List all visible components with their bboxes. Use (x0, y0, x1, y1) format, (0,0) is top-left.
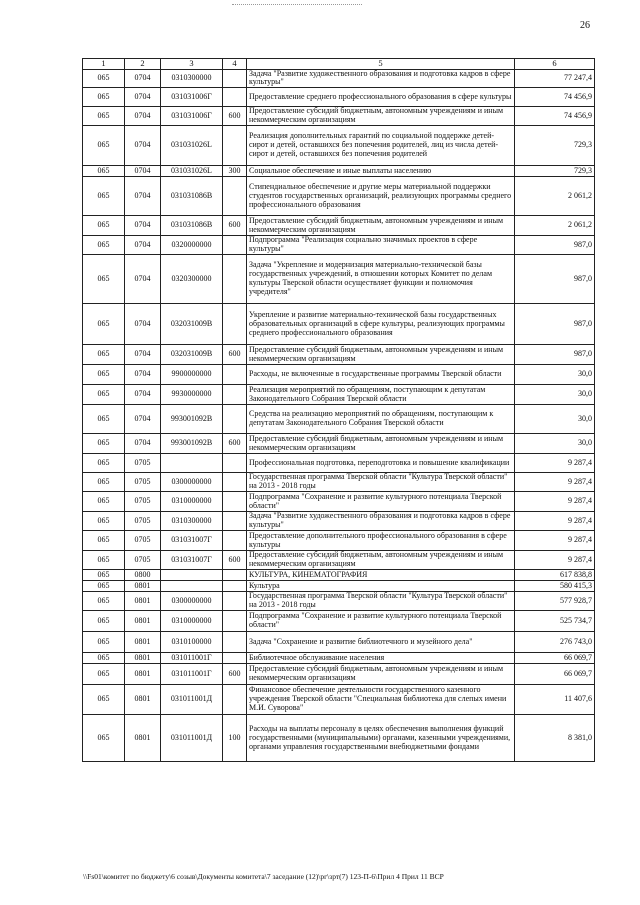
cell-description: Предоставление субсидий бюджетным, автономным учреждениям и иным некоммерческим организациям (247, 345, 515, 365)
table-row (83, 69, 595, 88)
cell-section: 0801 (125, 632, 161, 653)
cell-target (161, 570, 223, 581)
cell-ministry: 065 (83, 365, 125, 385)
table-row (83, 715, 595, 762)
cell-amount: 11 407,6 (515, 685, 595, 715)
cell-ministry: 065 (83, 385, 125, 405)
cell-amount: 30,0 (515, 434, 595, 454)
cell-description: Расходы, не включенные в государственные программы Тверской области (247, 365, 515, 385)
cell-description: Задача "Развитие художественного образования и подготовка кадров в сфере культуры" (247, 69, 515, 88)
cell-target: 031031026L (161, 126, 223, 166)
cell-expense-type: 600 (223, 216, 247, 236)
cell-description: Предоставление дополнительного профессионального образования в сфере культуры (247, 531, 515, 551)
cell-target: 9930000000 (161, 385, 223, 405)
cell-expense-type (223, 365, 247, 385)
cell-description: Культура (247, 581, 515, 592)
cell-description: Задача "Развитие художественного образования и подготовка кадров в сфере культуры" (247, 512, 515, 531)
cell-target: 993001092В (161, 405, 223, 434)
table-row (83, 592, 595, 611)
cell-target: 0300000000 (161, 592, 223, 611)
cell-amount: 9 287,4 (515, 512, 595, 531)
cell-ministry: 065 (83, 166, 125, 177)
table-row (83, 531, 595, 551)
cell-ministry: 065 (83, 570, 125, 581)
cell-target: 032031009В (161, 304, 223, 345)
cell-amount: 987,0 (515, 304, 595, 345)
cell-description: Предоставление среднего профессионального образования в сфере культуры (247, 88, 515, 107)
cell-expense-type (223, 304, 247, 345)
cell-target: 031031006Г (161, 107, 223, 126)
cell-description: Государственная программа Тверской области "Культура Тверской области" на 2013 - 2018 годы (247, 473, 515, 492)
table-row (83, 216, 595, 236)
cell-amount: 30,0 (515, 405, 595, 434)
cell-description: Предоставление субсидий бюджетным, автономным учреждениям и иным некоммерческим организациям (247, 551, 515, 570)
cell-description: Библиотечное обслуживание населения (247, 653, 515, 664)
cell-section: 0704 (125, 345, 161, 365)
cell-ministry: 065 (83, 592, 125, 611)
cell-expense-type: 600 (223, 107, 247, 126)
cell-description: Укрепление и развитие материально-технической базы государственных образовательных организаций в сфере культуры, реализующих программы среднего профессионального образования (247, 304, 515, 345)
cell-ministry: 065 (83, 473, 125, 492)
table-row (83, 632, 595, 653)
cell-section: 0704 (125, 88, 161, 107)
cell-amount: 617 838,8 (515, 570, 595, 581)
cell-ministry: 065 (83, 69, 125, 88)
cell-ministry: 065 (83, 88, 125, 107)
cell-expense-type (223, 236, 247, 255)
cell-amount: 9 287,4 (515, 473, 595, 492)
cell-section: 0704 (125, 107, 161, 126)
cell-section: 0704 (125, 69, 161, 88)
cell-expense-type (223, 581, 247, 592)
cell-ministry: 065 (83, 304, 125, 345)
cell-section: 0704 (125, 236, 161, 255)
cell-ministry: 065 (83, 255, 125, 304)
cell-amount: 276 743,0 (515, 632, 595, 653)
cell-expense-type (223, 592, 247, 611)
cell-ministry: 065 (83, 611, 125, 632)
col-header-2: 2 (125, 59, 161, 70)
cell-amount: 30,0 (515, 365, 595, 385)
cell-target: 0320000000 (161, 236, 223, 255)
cell-amount: 2 061,2 (515, 177, 595, 216)
cell-amount: 987,0 (515, 255, 595, 304)
cell-section: 0704 (125, 216, 161, 236)
cell-section: 0704 (125, 304, 161, 345)
cell-expense-type: 100 (223, 715, 247, 762)
cell-ministry: 065 (83, 715, 125, 762)
cell-description: Реализация дополнительных гарантий по социальной поддержке детей-сирот и детей, оставшихся без попечения родителей, лиц из числа детей-сирот и детей, оставшихся без попечения родителей (247, 126, 515, 166)
cell-section: 0705 (125, 492, 161, 512)
cell-ministry: 065 (83, 177, 125, 216)
cell-description: Подпрограмма "Реализация социально значимых проектов в сфере культуры" (247, 236, 515, 255)
cell-section: 0705 (125, 512, 161, 531)
cell-ministry: 065 (83, 581, 125, 592)
cell-expense-type (223, 632, 247, 653)
cell-description: Государственная программа Тверской области "Культура Тверской области" на 2013 - 2018 годы (247, 592, 515, 611)
cell-expense-type (223, 405, 247, 434)
cell-ministry: 065 (83, 216, 125, 236)
cell-section: 0705 (125, 531, 161, 551)
cell-amount: 729,3 (515, 126, 595, 166)
cell-target: 0300000000 (161, 473, 223, 492)
cell-section: 0704 (125, 385, 161, 405)
cell-amount: 30,0 (515, 385, 595, 405)
table-row (83, 345, 595, 365)
cell-amount: 577 928,7 (515, 592, 595, 611)
table-row (83, 512, 595, 531)
cell-section: 0800 (125, 570, 161, 581)
cell-expense-type (223, 473, 247, 492)
cell-amount: 74 456,9 (515, 107, 595, 126)
table-row (83, 177, 595, 216)
cell-amount: 66 069,7 (515, 653, 595, 664)
table-row (83, 611, 595, 632)
cell-ministry: 065 (83, 454, 125, 473)
cell-target: 031031026L (161, 166, 223, 177)
page-number: 26 (580, 20, 590, 31)
table-row (83, 405, 595, 434)
cell-description: Стипендиальное обеспечение и другие меры материальной поддержки студентов государственных организаций, реализующих программы среднего профессионального образования (247, 177, 515, 216)
cell-expense-type (223, 531, 247, 551)
cell-target: 031011001Г (161, 653, 223, 664)
cell-expense-type (223, 492, 247, 512)
table-row (83, 107, 595, 126)
cell-description: Подпрограмма "Сохранение и развитие культурного потенциала Тверской области" (247, 492, 515, 512)
cell-ministry: 065 (83, 107, 125, 126)
cell-amount: 66 069,7 (515, 664, 595, 685)
table-row (83, 653, 595, 664)
cell-ministry: 065 (83, 551, 125, 570)
cell-ministry: 065 (83, 531, 125, 551)
col-header-6: 6 (515, 59, 595, 70)
cell-target: 031011001Д (161, 685, 223, 715)
cell-description: Подпрограмма "Сохранение и развитие культурного потенциала Тверской области" (247, 611, 515, 632)
cell-expense-type (223, 454, 247, 473)
table-row (83, 685, 595, 715)
cell-description: Предоставление субсидий бюджетным, автономным учреждениям и иным некоммерческим организациям (247, 216, 515, 236)
cell-amount: 74 456,9 (515, 88, 595, 107)
col-header-4: 4 (223, 59, 247, 70)
cell-amount: 987,0 (515, 236, 595, 255)
header-row (83, 59, 595, 70)
cell-description: Задача "Сохранение и развитие библиотечного и музейного дела" (247, 632, 515, 653)
cell-amount: 580 415,3 (515, 581, 595, 592)
table-row (83, 664, 595, 685)
cell-description: Предоставление субсидий бюджетным, автономным учреждениям и иным некоммерческим организациям (247, 107, 515, 126)
table-row (83, 581, 595, 592)
cell-amount: 9 287,4 (515, 551, 595, 570)
cell-description: КУЛЬТУРА, КИНЕМАТОГРАФИЯ (247, 570, 515, 581)
cell-description: Социальное обеспечение и иные выплаты населению (247, 166, 515, 177)
cell-target: 031031086В (161, 177, 223, 216)
cell-amount: 2 061,2 (515, 216, 595, 236)
cell-ministry: 065 (83, 653, 125, 664)
cell-section: 0704 (125, 166, 161, 177)
col-header-5: 5 (247, 59, 515, 70)
cell-target: 993001092В (161, 434, 223, 454)
cell-target: 031031006Г (161, 88, 223, 107)
cell-target: 0310300000 (161, 512, 223, 531)
cell-section: 0801 (125, 685, 161, 715)
cell-description: Финансовое обеспечение деятельности государственного казенного учреждения Тверской области "Специальная библиотека для слепых имени М.И. Суворова" (247, 685, 515, 715)
cell-target: 9900000000 (161, 365, 223, 385)
cell-expense-type (223, 611, 247, 632)
cell-target: 031011001Д (161, 715, 223, 762)
cell-ministry: 065 (83, 664, 125, 685)
cell-description: Средства на реализацию мероприятий по обращениям, поступающим к депутатам Законодательного Собрания Тверской области (247, 405, 515, 434)
table-row (83, 88, 595, 107)
cell-target: 031031007Г (161, 551, 223, 570)
cell-target (161, 581, 223, 592)
cell-amount: 525 734,7 (515, 611, 595, 632)
cell-expense-type (223, 512, 247, 531)
cell-section: 0704 (125, 405, 161, 434)
cell-target: 0310300000 (161, 69, 223, 88)
cell-ministry: 065 (83, 345, 125, 365)
cell-expense-type: 300 (223, 166, 247, 177)
cell-amount: 9 287,4 (515, 531, 595, 551)
cell-expense-type: 600 (223, 551, 247, 570)
top-decorative-rule (232, 4, 362, 5)
cell-description: Предоставление субсидий бюджетным, автономным учреждениям и иным некоммерческим организациям (247, 664, 515, 685)
cell-target: 031011001Г (161, 664, 223, 685)
cell-expense-type: 600 (223, 345, 247, 365)
budget-table (82, 58, 595, 762)
cell-amount: 987,0 (515, 345, 595, 365)
cell-section: 0801 (125, 715, 161, 762)
cell-target: 0310000000 (161, 492, 223, 512)
cell-amount: 77 247,4 (515, 69, 595, 88)
col-header-1: 1 (83, 59, 125, 70)
cell-section: 0801 (125, 653, 161, 664)
cell-amount: 729,3 (515, 166, 595, 177)
cell-target: 031031086В (161, 216, 223, 236)
cell-section: 0704 (125, 255, 161, 304)
cell-target: 031031007Г (161, 531, 223, 551)
cell-expense-type (223, 653, 247, 664)
cell-description: Задача "Укрепление и модернизация материально-технической базы государственных учреждений, в отношении которых Комитет по делам культуры Тверской области осуществляет функции и полномочия учредителя" (247, 255, 515, 304)
cell-section: 0704 (125, 177, 161, 216)
cell-section: 0801 (125, 611, 161, 632)
table-row (83, 551, 595, 570)
cell-section: 0704 (125, 434, 161, 454)
cell-ministry: 065 (83, 405, 125, 434)
cell-section: 0704 (125, 365, 161, 385)
cell-description: Профессиональная подготовка, переподготовка и повышение квалификации (247, 454, 515, 473)
cell-section: 0801 (125, 581, 161, 592)
cell-expense-type: 600 (223, 664, 247, 685)
cell-target: 0310000000 (161, 611, 223, 632)
file-path-footer: \\Fs01\комитет по бюджету\6 созыв\Документы комитета\7 заседание (12)\рг\зрт(7) 123-П-6\Прил 4 Прил 11 ВСР (83, 872, 444, 881)
cell-description: Предоставление субсидий бюджетным, автономным учреждениям и иным некоммерческим организациям (247, 434, 515, 454)
cell-section: 0705 (125, 551, 161, 570)
cell-description: Расходы на выплаты персоналу в целях обеспечения выполнения функций государственными (муниципальными) органами, казенными учреждениями, органами управления государственными внебюджетными фондами (247, 715, 515, 762)
cell-expense-type (223, 69, 247, 88)
cell-ministry: 065 (83, 685, 125, 715)
cell-section: 0705 (125, 454, 161, 473)
cell-target (161, 454, 223, 473)
cell-expense-type (223, 385, 247, 405)
cell-description: Реализация мероприятий по обращениям, поступающим к депутатам Законодательного Собрания Тверской области (247, 385, 515, 405)
cell-expense-type (223, 126, 247, 166)
table-row (83, 434, 595, 454)
table-row (83, 473, 595, 492)
table-row (83, 492, 595, 512)
table-row (83, 255, 595, 304)
table-row (83, 365, 595, 385)
cell-expense-type: 600 (223, 434, 247, 454)
cell-ministry: 065 (83, 632, 125, 653)
cell-section: 0801 (125, 592, 161, 611)
cell-target: 032031009В (161, 345, 223, 365)
cell-expense-type (223, 88, 247, 107)
col-header-3: 3 (161, 59, 223, 70)
cell-ministry: 065 (83, 492, 125, 512)
cell-section: 0801 (125, 664, 161, 685)
cell-expense-type (223, 177, 247, 216)
cell-ministry: 065 (83, 434, 125, 454)
cell-expense-type (223, 255, 247, 304)
table-row (83, 570, 595, 581)
cell-expense-type (223, 570, 247, 581)
table-row (83, 166, 595, 177)
cell-amount: 8 381,0 (515, 715, 595, 762)
cell-ministry: 065 (83, 126, 125, 166)
table-row (83, 454, 595, 473)
table-row (83, 385, 595, 405)
cell-ministry: 065 (83, 512, 125, 531)
table-row (83, 304, 595, 345)
cell-section: 0705 (125, 473, 161, 492)
cell-ministry: 065 (83, 236, 125, 255)
table-row (83, 126, 595, 166)
cell-target: 0310100000 (161, 632, 223, 653)
cell-expense-type (223, 685, 247, 715)
cell-amount: 9 287,4 (515, 454, 595, 473)
cell-target: 0320300000 (161, 255, 223, 304)
cell-amount: 9 287,4 (515, 492, 595, 512)
table-row (83, 236, 595, 255)
cell-section: 0704 (125, 126, 161, 166)
